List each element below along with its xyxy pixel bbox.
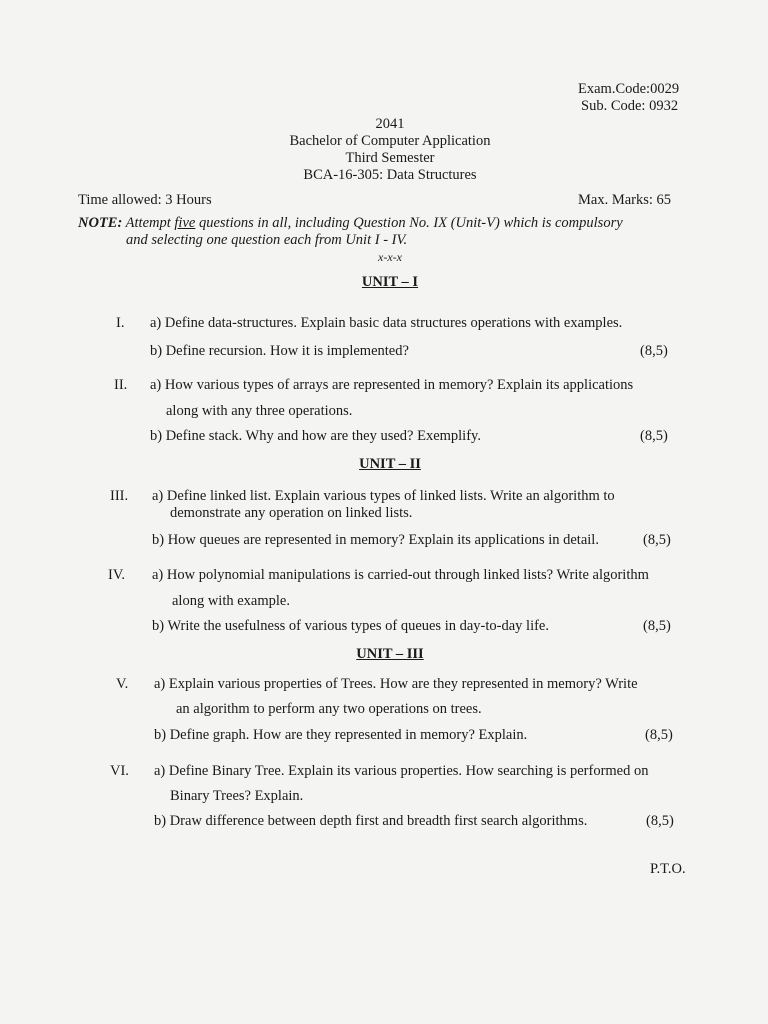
question-part-b: b) Define stack. Why and how are they used? Exemplify. xyxy=(150,428,481,444)
note-text-after: questions in all, including Question No. IX (Unit-V) which is compulsory xyxy=(195,215,623,231)
sub-code: Sub. Code: 0932 xyxy=(581,98,679,114)
question-part-a: a) Define data-structures. Explain basic data structures operations with examples. xyxy=(150,315,623,331)
question-part-b: b) How queues are represented in memory? Explain its applications in detail. xyxy=(152,532,599,548)
exam-code: Exam.Code:0029 xyxy=(578,81,680,97)
question-marks: (8,5) xyxy=(643,618,671,634)
question-part-a: a) Define Binary Tree. Explain its various properties. How searching is performed on xyxy=(154,763,649,779)
question-part-a-cont: an algorithm to perform any two operations on trees. xyxy=(176,701,482,717)
question-part-a-cont: along with any three operations. xyxy=(166,403,353,419)
question-part-b: b) Define recursion. How it is implemented? xyxy=(150,343,409,359)
question-number: II. xyxy=(114,377,128,393)
unit-heading-2: UNIT – II xyxy=(359,456,421,472)
question-number: IV. xyxy=(108,567,126,583)
question-part-a-cont: Binary Trees? Explain. xyxy=(170,788,304,804)
note-emphasis: five xyxy=(174,215,196,231)
unit-heading-1: UNIT – I xyxy=(361,274,419,290)
question-marks: (8,5) xyxy=(640,428,668,444)
question-part-a: a) Define linked list. Explain various types of linked lists. Write an algorithm to xyxy=(152,488,615,504)
paper-title: BCA-16-305: Data Structures xyxy=(303,167,477,183)
question-marks: (8,5) xyxy=(645,727,673,743)
note-label: NOTE: xyxy=(78,215,123,231)
question-number: V. xyxy=(116,676,129,692)
note-text-before: Attempt xyxy=(122,215,175,231)
max-marks: Max. Marks: 65 xyxy=(578,192,672,208)
question-number: III. xyxy=(110,488,129,504)
unit-heading-3: UNIT – III xyxy=(356,646,424,662)
question-number: I. xyxy=(116,315,125,331)
question-number: VI. xyxy=(110,763,129,779)
question-part-a-cont: demonstrate any operation on linked lists. xyxy=(170,505,413,521)
question-part-a: a) Explain various properties of Trees. How are they represented in memory? Write xyxy=(154,676,638,692)
pto-label: P.T.O. xyxy=(650,861,686,877)
question-marks: (8,5) xyxy=(640,343,668,359)
note-line-1 xyxy=(78,214,623,232)
question-part-a-cont: along with example. xyxy=(172,593,290,609)
separator: x-x-x xyxy=(378,250,402,264)
semester-title: Third Semester xyxy=(345,150,435,166)
program-title: Bachelor of Computer Application xyxy=(289,133,491,149)
exam-year: 2041 xyxy=(375,116,405,132)
question-marks: (8,5) xyxy=(646,813,674,829)
question-marks: (8,5) xyxy=(643,532,671,548)
time-allowed: Time allowed: 3 Hours xyxy=(78,192,212,208)
note-line-2: and selecting one question each from Unit I - IV. xyxy=(126,232,408,248)
question-part-a: a) How polynomial manipulations is carried-out through linked lists? Write algorithm xyxy=(152,567,649,583)
question-part-b: b) Define graph. How are they represented in memory? Explain. xyxy=(154,727,528,743)
question-part-b: b) Draw difference between depth first and breadth first search algorithms. xyxy=(154,813,588,829)
question-part-b: b) Write the usefulness of various types of queues in day-to-day life. xyxy=(152,618,549,634)
question-part-a: a) How various types of arrays are represented in memory? Explain its applications xyxy=(150,377,634,393)
